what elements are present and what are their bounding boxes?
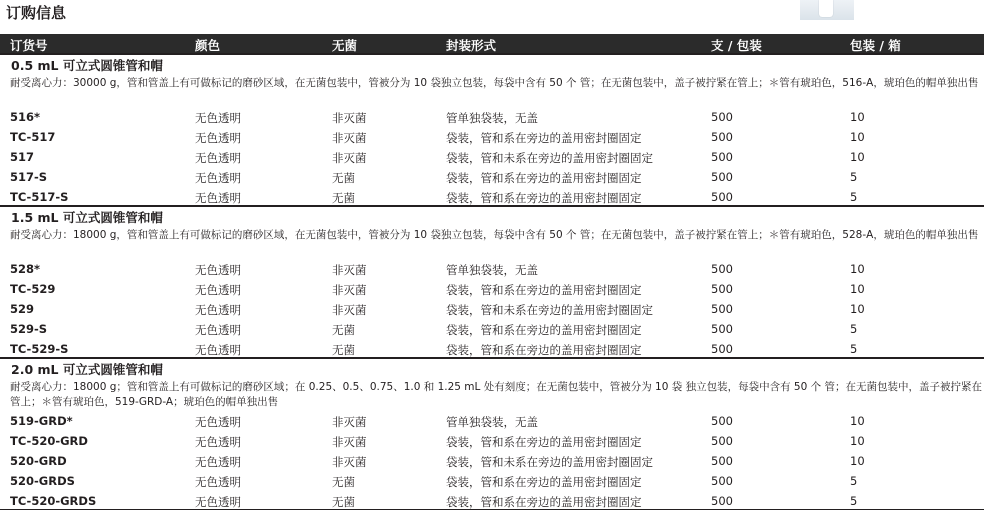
table-row: [0, 107, 984, 127]
packaging-cell: 袋装，管和系在旁边的盖用密封圈固定: [446, 283, 642, 297]
table-row: [0, 471, 984, 491]
table-row: [0, 299, 984, 319]
color-cell: 无色透明: [195, 343, 241, 357]
packs-per-case-cell: 10: [850, 414, 865, 428]
packs-per-case-cell: 10: [850, 150, 865, 164]
column-header-sterile: 无菌: [332, 38, 358, 53]
packaging-cell: 管单独袋装，无盖: [446, 263, 538, 277]
sterile-cell: 非灭菌: [332, 455, 367, 469]
packaging-cell: 袋装，管和系在旁边的盖用密封圈固定: [446, 495, 642, 509]
qty-per-pack-cell: 500: [711, 170, 733, 184]
sterile-cell: 非灭菌: [332, 263, 367, 277]
table-row: [0, 411, 984, 431]
order-number: 517: [10, 150, 35, 164]
section-0-5ml: [0, 53, 984, 207]
sterile-cell: 无菌: [332, 495, 355, 509]
qty-per-pack-cell: 500: [711, 434, 733, 448]
column-header-packs-per-case: 包装 / 箱: [850, 38, 901, 53]
section-note: 耐受离心力：18000 g，管和管盖上有可做标记的磨砂区域，在无菌包装中，管被分为 10 袋独立包装，每袋中含有 50 个 管；在无菌包装中，盖子被拧紧在管上；＊管有琥珀色，528-A，琥珀色的帽单独出售: [10, 229, 979, 241]
color-cell: 无色透明: [195, 151, 241, 165]
qty-per-pack-cell: 500: [711, 130, 733, 144]
table-bottom-rule: [0, 509, 984, 510]
qty-per-pack-cell: 500: [711, 474, 733, 488]
qty-per-pack-cell: 500: [711, 342, 733, 356]
column-header-qty-per-pack: 支 / 包装: [711, 38, 762, 53]
sterile-cell: 非灭菌: [332, 303, 367, 317]
packs-per-case-cell: 5: [850, 342, 858, 356]
color-cell: 无色透明: [195, 323, 241, 337]
packs-per-case-cell: 5: [850, 474, 858, 488]
packs-per-case-cell: 5: [850, 322, 858, 336]
order-number: TC-529: [10, 282, 56, 296]
table-row: [0, 431, 984, 451]
packaging-cell: 管单独袋装，无盖: [446, 415, 538, 429]
order-number: 529: [10, 302, 35, 316]
color-cell: 无色透明: [195, 415, 241, 429]
sterile-cell: 非灭菌: [332, 151, 367, 165]
packaging-cell: 袋装，管和未系在旁边的盖用密封圈固定: [446, 455, 653, 469]
qty-per-pack-cell: 500: [711, 262, 733, 276]
packaging-cell: 袋装，管和系在旁边的盖用密封圈固定: [446, 191, 642, 205]
color-cell: 无色透明: [195, 283, 241, 297]
section-title: 1.5 mL 可立式圆锥管和帽: [11, 210, 163, 225]
order-number: 528*: [10, 262, 41, 276]
table-row: [0, 127, 984, 147]
color-cell: 无色透明: [195, 303, 241, 317]
qty-per-pack-cell: 500: [711, 322, 733, 336]
packs-per-case-cell: 5: [850, 494, 858, 508]
page-title: 订购信息: [6, 4, 67, 22]
section-title: 2.0 mL 可立式圆锥管和帽: [11, 362, 163, 377]
packs-per-case-cell: 10: [850, 454, 865, 468]
qty-per-pack-cell: 500: [711, 494, 733, 508]
table-row: [0, 187, 984, 207]
product-thumbnail-image: [800, 0, 854, 20]
packaging-cell: 袋装，管和系在旁边的盖用密封圈固定: [446, 475, 642, 489]
sterile-cell: 无菌: [332, 171, 355, 185]
packs-per-case-cell: 10: [850, 130, 865, 144]
sterile-cell: 非灭菌: [332, 283, 367, 297]
packs-per-case-cell: 10: [850, 302, 865, 316]
qty-per-pack-cell: 500: [711, 414, 733, 428]
section-2-0ml: [0, 357, 984, 511]
sterile-cell: 非灭菌: [332, 415, 367, 429]
color-cell: 无色透明: [195, 435, 241, 449]
order-number: TC-520-GRDS: [10, 494, 97, 508]
color-cell: 无色透明: [195, 475, 241, 489]
order-number: 520-GRD: [10, 454, 67, 468]
packaging-cell: 袋装，管和系在旁边的盖用密封圈固定: [446, 435, 642, 449]
table-row: [0, 451, 984, 471]
packaging-cell: 袋装，管和系在旁边的盖用密封圈固定: [446, 171, 642, 185]
table-row: [0, 319, 984, 339]
table-row: [0, 147, 984, 167]
color-cell: 无色透明: [195, 131, 241, 145]
section-note: 耐受离心力：18000 g；管和管盖上有可做标记的磨砂区域；在 0.25、0.5、0.75、1.0 和 1.25 mL 处有刻度；在无菌包装中，管被分为 10 袋 独立包装，每袋中含有 50 个 管；在无菌包装中，盖子被拧紧在管上；＊管有琥珀色，519-GRD-A；琥珀色的帽单独出售: [10, 381, 982, 408]
qty-per-pack-cell: 500: [711, 454, 733, 468]
sterile-cell: 无菌: [332, 191, 355, 205]
packaging-cell: 袋装，管和系在旁边的盖用密封圈固定: [446, 323, 642, 337]
sterile-cell: 非灭菌: [332, 435, 367, 449]
table-row: [0, 167, 984, 187]
order-number: TC-529-S: [10, 342, 69, 356]
table-row: [0, 339, 984, 359]
qty-per-pack-cell: 500: [711, 302, 733, 316]
order-number: TC-517: [10, 130, 56, 144]
packaging-cell: 袋装，管和未系在旁边的盖用密封圈固定: [446, 303, 653, 317]
packs-per-case-cell: 5: [850, 190, 858, 204]
packaging-cell: 管单独袋装，无盖: [446, 111, 538, 125]
color-cell: 无色透明: [195, 111, 241, 125]
packs-per-case-cell: 10: [850, 434, 865, 448]
order-number: 529-S: [10, 322, 48, 336]
sterile-cell: 无菌: [332, 323, 355, 337]
sterile-cell: 无菌: [332, 475, 355, 489]
order-number: 516*: [10, 110, 41, 124]
color-cell: 无色透明: [195, 191, 241, 205]
order-number: TC-517-S: [10, 190, 69, 204]
color-cell: 无色透明: [195, 263, 241, 277]
qty-per-pack-cell: 500: [711, 190, 733, 204]
qty-per-pack-cell: 500: [711, 150, 733, 164]
sterile-cell: 非灭菌: [332, 131, 367, 145]
order-number: 517-S: [10, 170, 48, 184]
table-row: [0, 491, 984, 511]
order-number: 519-GRD*: [10, 414, 73, 428]
section-note: 耐受离心力：30000 g，管和管盖上有可做标记的磨砂区域，在无菌包装中，管被分为 10 袋独立包装，每袋中含有 50 个 管；在无菌包装中，盖子被拧紧在管上；＊管有琥珀色，516-A，琥珀色的帽单独出售: [10, 77, 979, 89]
tube-illustration: [819, 0, 833, 17]
sterile-cell: 非灭菌: [332, 111, 367, 125]
column-header-color: 颜色: [195, 38, 221, 53]
color-cell: 无色透明: [195, 495, 241, 509]
packaging-cell: 袋装，管和系在旁边的盖用密封圈固定: [446, 343, 642, 357]
packs-per-case-cell: 10: [850, 110, 865, 124]
color-cell: 无色透明: [195, 171, 241, 185]
table-row: [0, 279, 984, 299]
packs-per-case-cell: 10: [850, 282, 865, 296]
table-header: [0, 34, 984, 53]
qty-per-pack-cell: 500: [711, 282, 733, 296]
column-header-order-number: 订货号: [10, 38, 48, 53]
packaging-cell: 袋装，管和未系在旁边的盖用密封圈固定: [446, 151, 653, 165]
order-number: 520-GRDS: [10, 474, 75, 488]
sterile-cell: 无菌: [332, 343, 355, 357]
color-cell: 无色透明: [195, 455, 241, 469]
section-1-5ml: [0, 205, 984, 359]
table-row: [0, 259, 984, 279]
section-title: 0.5 mL 可立式圆锥管和帽: [11, 58, 163, 73]
packs-per-case-cell: 5: [850, 170, 858, 184]
column-header-packaging: 封装形式: [446, 38, 497, 53]
packaging-cell: 袋装，管和系在旁边的盖用密封圈固定: [446, 131, 642, 145]
packs-per-case-cell: 10: [850, 262, 865, 276]
qty-per-pack-cell: 500: [711, 110, 733, 124]
order-number: TC-520-GRD: [10, 434, 88, 448]
